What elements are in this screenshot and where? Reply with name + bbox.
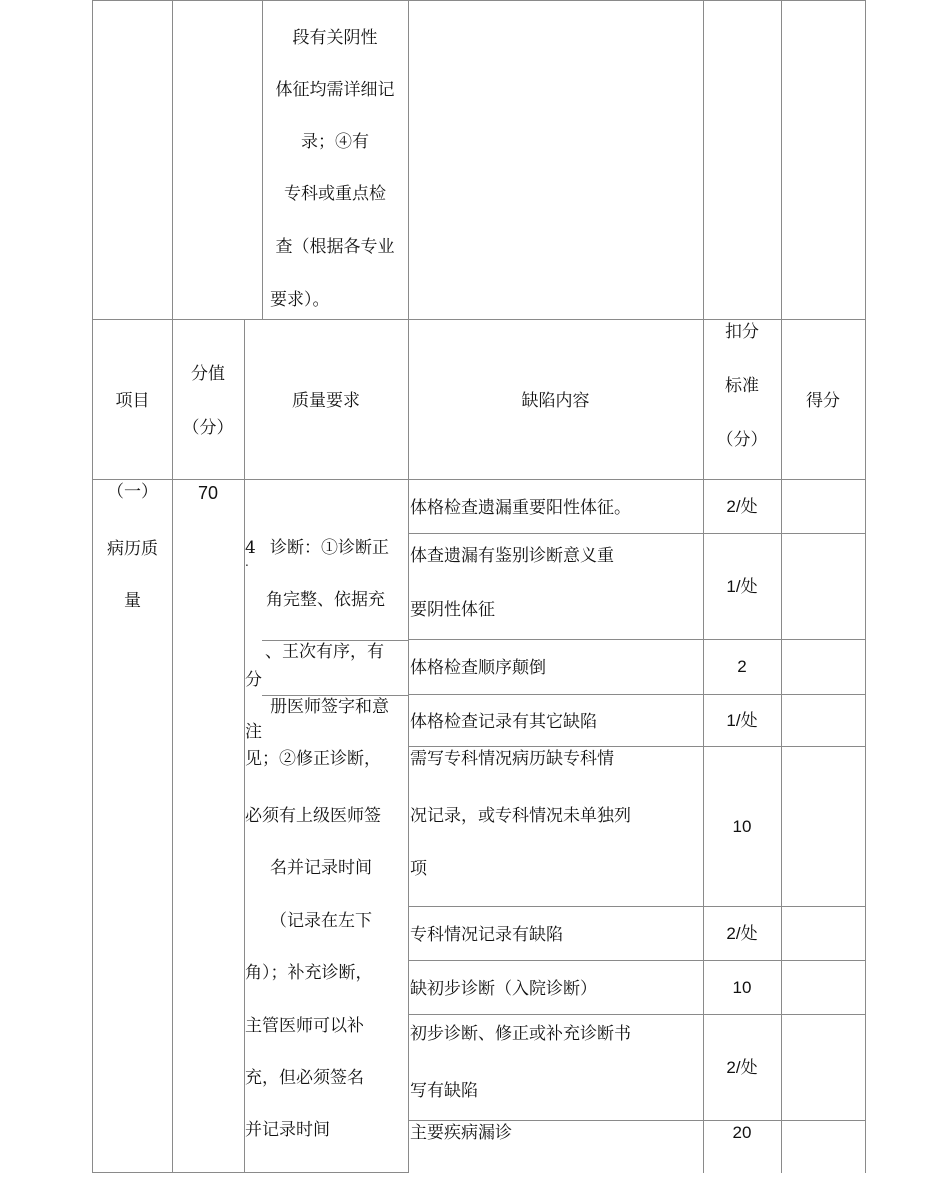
deduct-value: 2/处 (726, 497, 758, 516)
header-requirement: 质量要求 (292, 391, 360, 411)
requirement-line: 并记录时间 (245, 1120, 330, 1140)
deduct-value: 2 (737, 657, 747, 676)
section-item-line: 病历质 (107, 539, 158, 559)
header-defect: 缺陷内容 (521, 391, 590, 411)
continued-line: 录；④有 (301, 132, 369, 152)
defect-text: 项 (410, 859, 427, 879)
deduct-value: 2/处 (726, 1058, 758, 1077)
requirement-line: 注 (245, 722, 262, 742)
defect-text: 体格检查记录有其它缺陷 (410, 712, 597, 732)
requirement-line: 角完整、依据充 (266, 590, 385, 610)
defect-text: 写有缺陷 (410, 1081, 478, 1101)
header-score-unit: （分） (182, 418, 234, 438)
requirement-line: 册医师签字和意 (270, 697, 389, 717)
continued-line: 查（根据各专业 (275, 237, 395, 257)
header-deduct-unit: （分） (716, 430, 768, 450)
requirement-line: 充，但必须签名 (245, 1068, 364, 1088)
deduct-value: 10 (732, 978, 752, 997)
continued-line: 段有关阴性 (292, 28, 378, 48)
section-item-line: （一） (107, 482, 158, 502)
defect-text: 体格检查顺序颠倒 (410, 658, 546, 678)
deduct-value: 20 (732, 1123, 752, 1142)
requirement-line: 角）；补充诊断， (245, 963, 373, 983)
requirement-line: 主管医师可以补 (245, 1016, 364, 1036)
deduct-value: 2/处 (726, 924, 758, 943)
deduct-value: 1/处 (726, 711, 758, 730)
requirement-line: 、王次有序，有 (265, 642, 384, 662)
requirement-line: 必须有上级医师签 (245, 806, 381, 826)
header-item: 项目 (115, 391, 150, 411)
continued-line: 要求）。 (270, 290, 330, 310)
header-score: 分值 (191, 364, 225, 384)
requirement-line: 分 (245, 670, 262, 690)
requirement-line: 见；②修正诊断， (245, 749, 381, 769)
defect-text: 主要疾病漏诊 (410, 1123, 512, 1143)
defect-text: 专科情况记录有缺陷 (410, 925, 563, 945)
defect-text: 初步诊断、修正或补充诊断书 (410, 1024, 631, 1044)
deduct-value: 10 (732, 817, 752, 836)
continued-line: 专科或重点检 (284, 184, 386, 204)
defect-text: 缺初步诊断（入院诊断） (410, 979, 597, 999)
section-score: 70 (197, 483, 219, 503)
defect-text: 况记录，或专科情况未单独列 (410, 806, 631, 826)
requirement-line: 名并记录时间 (270, 858, 372, 878)
deduct-value: 1/处 (726, 577, 758, 596)
requirement-line: 诊断：①诊断正 (270, 538, 389, 558)
header-deduct: 扣分 (725, 322, 759, 342)
continued-line: 体征均需详细记 (275, 80, 395, 100)
section-item-line: 量 (124, 591, 141, 611)
defect-text: 要阴性体征 (410, 600, 495, 620)
header-obtained: 得分 (806, 391, 840, 411)
defect-text: 体查遗漏有鉴别诊断意义重 (410, 546, 614, 566)
defect-text: 需写专科情况病历缺专科情 (410, 749, 614, 769)
requirement-number-dot: . (245, 555, 249, 569)
requirement-line: （记录在左下 (270, 911, 372, 931)
header-deduct-standard: 标准 (725, 376, 759, 396)
defect-text: 体格检查遗漏重要阳性体征。 (410, 498, 631, 518)
requirement-number: 4 (245, 538, 256, 558)
